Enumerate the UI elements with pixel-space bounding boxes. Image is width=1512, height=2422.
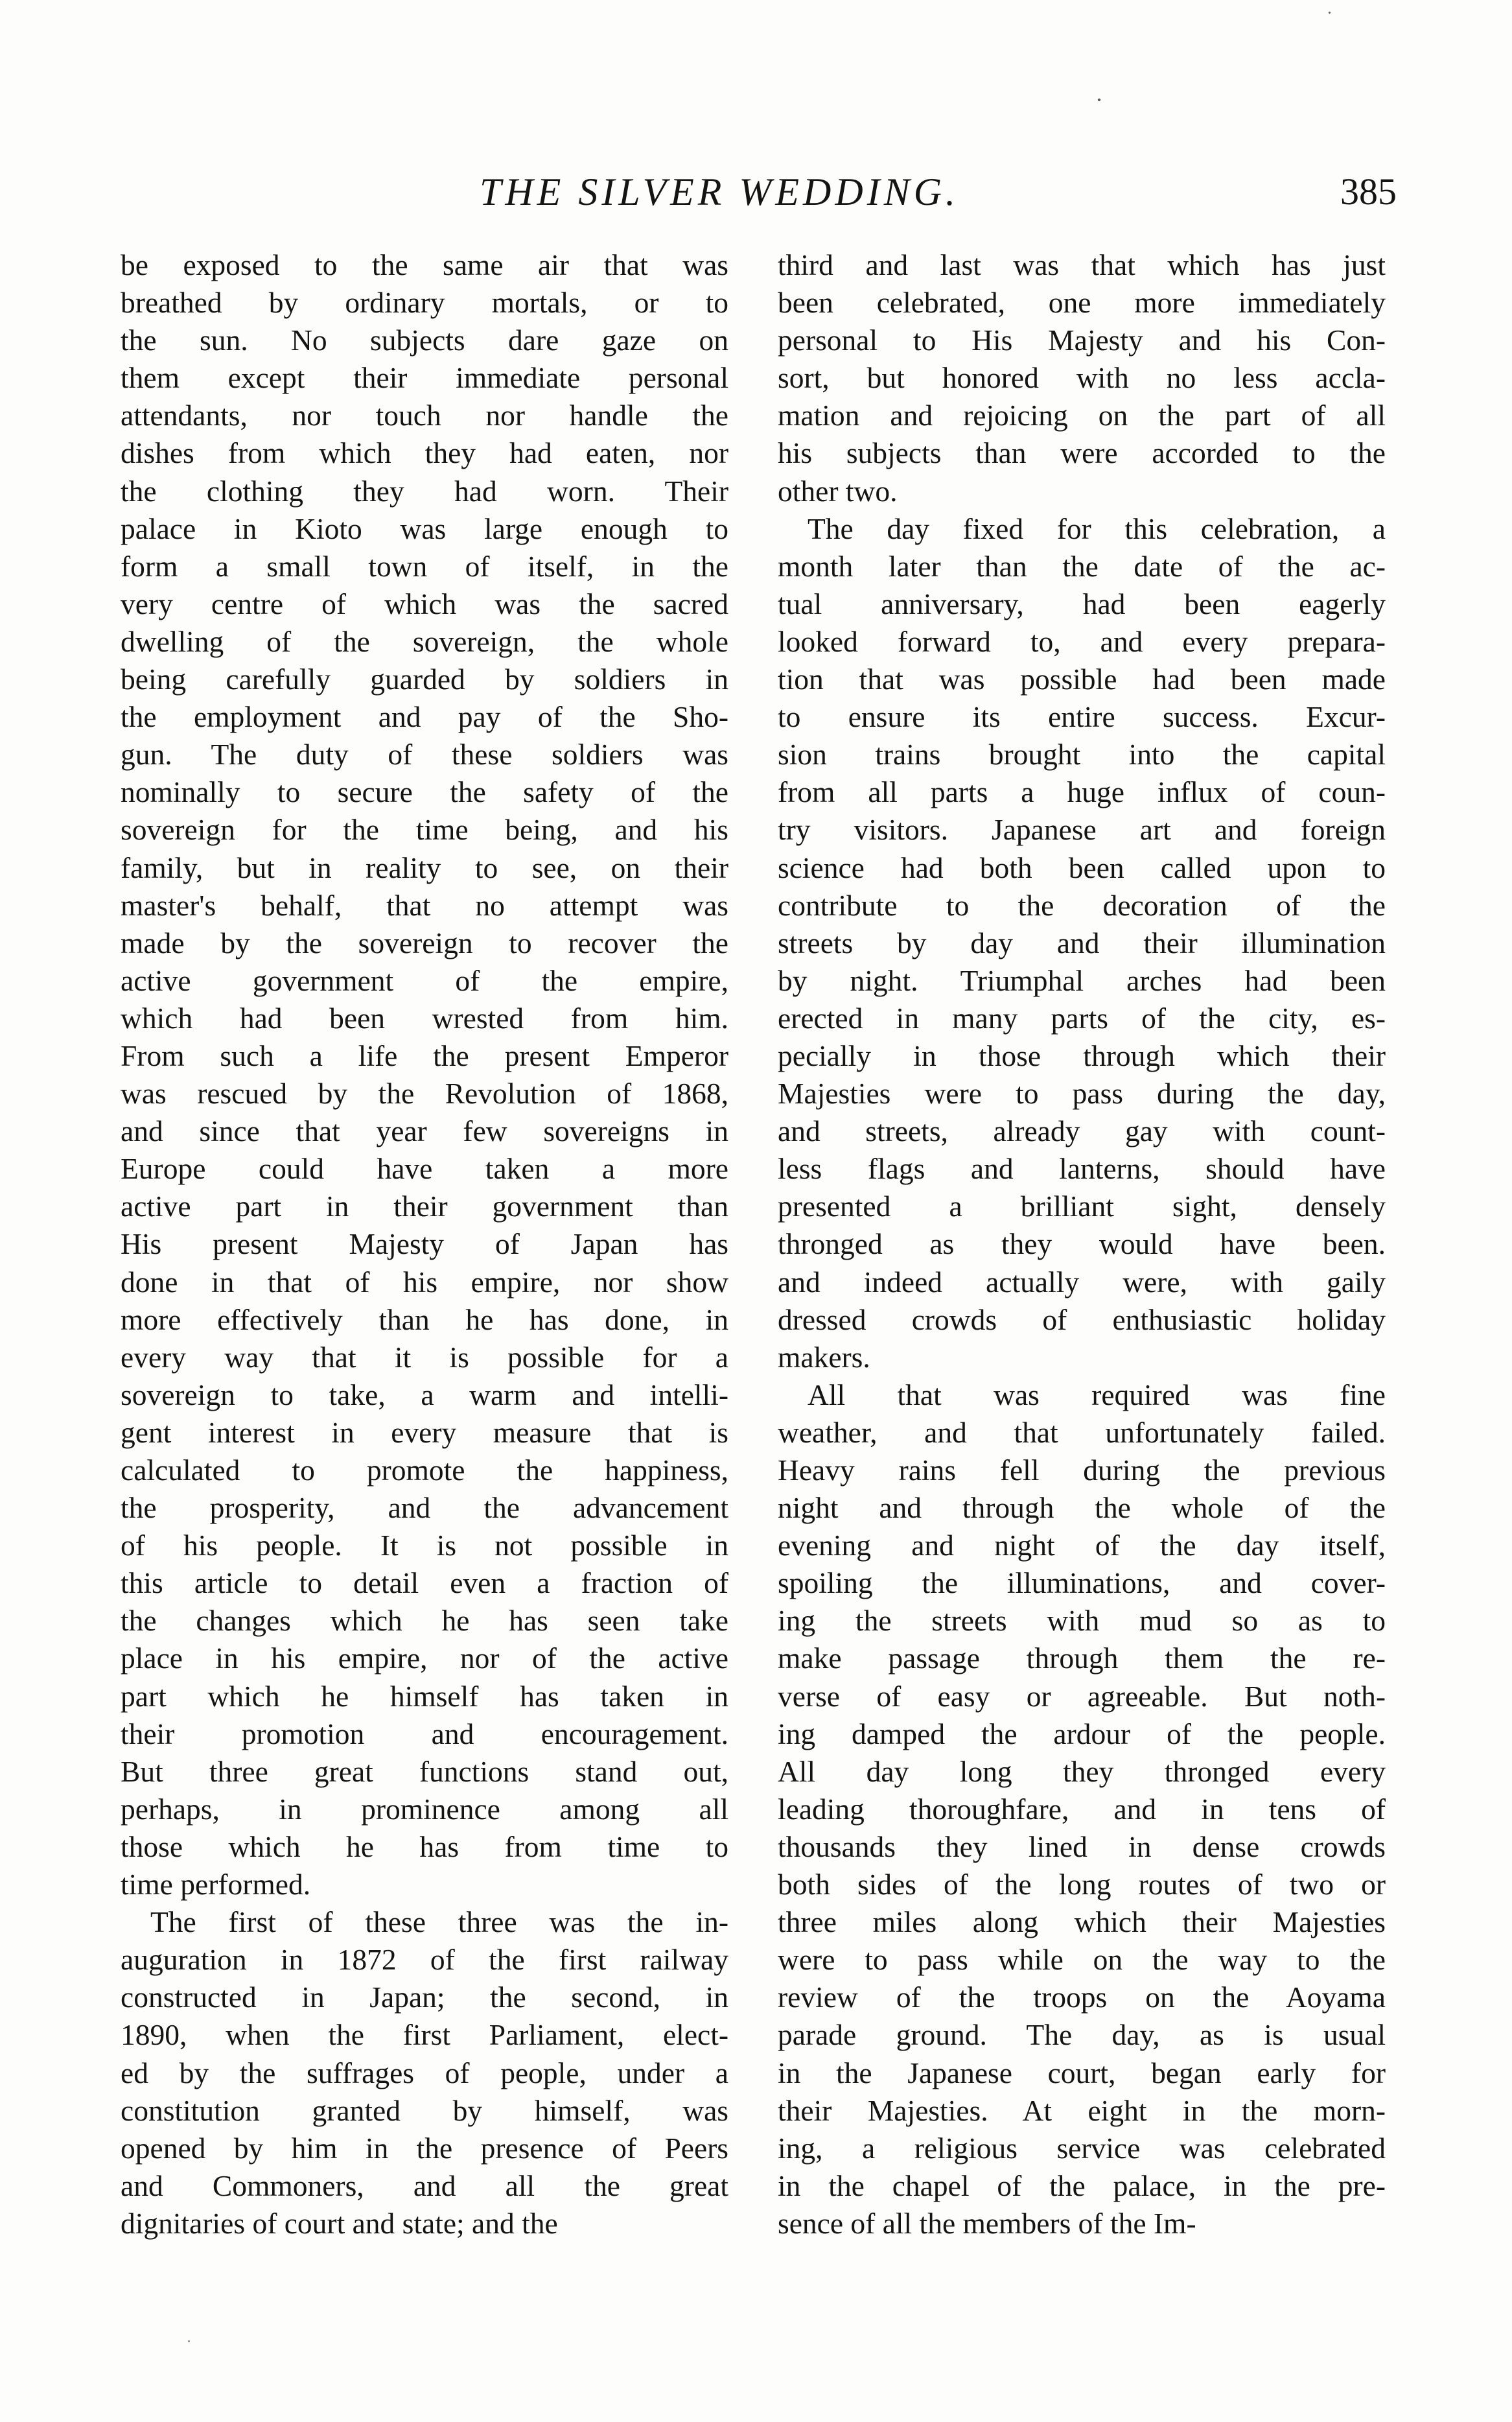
text-line: the clothing they had worn. Their	[121, 474, 728, 508]
text-line: very centre of which was the sacred	[121, 587, 728, 620]
text-line: more effectively than he has done, in	[121, 1302, 728, 1336]
text-line: from all parts a huge influx of coun-	[778, 775, 1386, 809]
text-line: this article to detail even a fraction of	[121, 1566, 728, 1600]
text-line: gent interest in every measure that is	[121, 1415, 728, 1449]
text-line: and streets, already gay with count-	[778, 1114, 1386, 1148]
text-line: three miles along which their Majesties	[778, 1905, 1386, 1939]
text-line: be exposed to the same air that was	[121, 248, 728, 281]
text-line: leading thoroughfare, and in tens of	[778, 1792, 1386, 1826]
text-line: and Commoners, and all the great	[121, 2169, 728, 2202]
text-line: Europe could have taken a more	[121, 1152, 728, 1186]
text-line: But three great functions stand out,	[121, 1754, 728, 1788]
text-line: the sun. No subjects dare gaze on	[121, 323, 728, 357]
text-line: All day long they thronged every	[778, 1754, 1386, 1788]
text-line: dwelling of the sovereign, the whole	[121, 624, 728, 658]
text-line: auguration in 1872 of the first railway	[121, 1943, 728, 1977]
text-line: which had been wrested from him.	[121, 1001, 728, 1035]
text-line: family, but in reality to see, on their	[121, 851, 728, 884]
text-line: both sides of the long routes of two or	[778, 1868, 1386, 1901]
print-speck	[188, 2340, 190, 2342]
text-line: and indeed actually were, with gaily	[778, 1265, 1386, 1299]
text-line: the employment and pay of the Sho-	[121, 700, 728, 734]
text-line: thronged as they would have been.	[778, 1227, 1386, 1261]
text-line: make passage through them the re-	[778, 1641, 1386, 1675]
text-line: active part in their government than	[121, 1190, 728, 1223]
text-line: sovereign for the time being, and his	[121, 813, 728, 847]
text-line: The first of these three was the in-	[150, 1905, 728, 1939]
text-line: made by the sovereign to recover the	[121, 926, 728, 959]
text-line: less flags and lanterns, should have	[778, 1152, 1386, 1186]
text-line: in the chapel of the palace, in the pre-	[778, 2169, 1386, 2202]
text-line: weather, and that unfortunately failed.	[778, 1415, 1386, 1449]
text-line: being carefully guarded by soldiers in	[121, 663, 728, 696]
text-line: His present Majesty of Japan has	[121, 1227, 728, 1261]
text-line: ing the streets with mud so as to	[778, 1604, 1386, 1638]
text-line: presented a brilliant sight, densely	[778, 1190, 1386, 1223]
text-line: tion that was possible had been made	[778, 663, 1386, 696]
right-column	[778, 246, 1386, 2242]
page-number: 385	[1340, 170, 1397, 213]
text-line: calculated to promote the happiness,	[121, 1453, 728, 1487]
text-line: been celebrated, one more immediately	[778, 286, 1386, 320]
text-line: attendants, nor touch nor handle the	[121, 399, 728, 432]
text-line: the changes which he has seen take	[121, 1604, 728, 1638]
text-line: by night. Triumphal arches had been	[778, 963, 1386, 997]
text-line: dishes from which they had eaten, nor	[121, 436, 728, 470]
text-line: his subjects than were accorded to the	[778, 436, 1386, 470]
text-line: spoiling the illuminations, and cover-	[778, 1566, 1386, 1600]
text-line: thousands they lined in dense crowds	[778, 1829, 1386, 1863]
text-line: verse of easy or agreeable. But noth-	[778, 1679, 1386, 1713]
text-line: part which he himself has taken in	[121, 1679, 728, 1713]
text-line: perhaps, in prominence among all	[121, 1792, 728, 1826]
text-line: parade ground. The day, as is usual	[778, 2018, 1386, 2052]
text-line: month later than the date of the ac-	[778, 549, 1386, 583]
text-line: From such a life the present Emperor	[121, 1039, 728, 1072]
text-line: sence of all the members of the Im-	[778, 2206, 1196, 2240]
text-line: of his people. It is not possible in	[121, 1529, 728, 1562]
text-line: place in his empire, nor of the active	[121, 1641, 728, 1675]
text-line: streets by day and their illumination	[778, 926, 1386, 959]
text-line: personal to His Majesty and his Con-	[778, 323, 1386, 357]
text-line: opened by him in the presence of Peers	[121, 2131, 728, 2165]
text-line: in the Japanese court, began early for	[778, 2056, 1386, 2089]
text-line: was rescued by the Revolution of 1868,	[121, 1077, 728, 1111]
text-line: gun. The duty of these soldiers was	[121, 738, 728, 771]
text-line: Majesties were to pass during the day,	[778, 1077, 1386, 1111]
text-line: the prosperity, and the advancement	[121, 1491, 728, 1525]
text-line: palace in Kioto was large enough to	[121, 511, 728, 545]
text-line: constitution granted by himself, was	[121, 2093, 728, 2127]
text-line: dignitaries of court and state; and the	[121, 2206, 558, 2240]
text-line: Heavy rains fell during the previous	[778, 1453, 1386, 1487]
text-line: evening and night of the day itself,	[778, 1529, 1386, 1562]
text-line: nominally to secure the safety of the	[121, 775, 728, 809]
text-line: time performed.	[121, 1868, 311, 1901]
text-line: form a small town of itself, in the	[121, 549, 728, 583]
text-line: dressed crowds of enthusiastic holiday	[778, 1302, 1386, 1336]
text-line: erected in many parts of the city, es-	[778, 1001, 1386, 1035]
text-line: makers.	[778, 1340, 870, 1374]
text-line: All that was required was fine	[808, 1378, 1386, 1411]
text-line: done in that of his empire, nor show	[121, 1265, 728, 1299]
text-line: ing damped the ardour of the people.	[778, 1717, 1386, 1750]
text-line: pecially in those through which their	[778, 1039, 1386, 1072]
text-line: their promotion and encouragement.	[121, 1717, 728, 1750]
running-head	[0, 170, 1512, 222]
text-line: and since that year few sovereigns in	[121, 1114, 728, 1148]
text-line: science had both been called upon to	[778, 851, 1386, 884]
text-line: third and last was that which has just	[778, 248, 1386, 281]
print-speck	[1329, 12, 1331, 14]
text-line: them except their immediate personal	[121, 361, 728, 395]
text-line: sort, but honored with no less accla-	[778, 361, 1386, 395]
text-line: every way that it is possible for a	[121, 1340, 728, 1374]
print-speck	[1098, 99, 1100, 101]
text-line: review of the troops on the Aoyama	[778, 1981, 1386, 2014]
left-column	[121, 246, 728, 2242]
text-line: breathed by ordinary mortals, or to	[121, 286, 728, 320]
text-line: constructed in Japan; the second, in	[121, 1981, 728, 2014]
text-line: tual anniversary, had been eagerly	[778, 587, 1386, 620]
text-line: mation and rejoicing on the part of all	[778, 399, 1386, 432]
text-line: try visitors. Japanese art and foreign	[778, 813, 1386, 847]
text-line: ed by the suffrages of people, under a	[121, 2056, 728, 2089]
text-line: active government of the empire,	[121, 963, 728, 997]
text-line: The day fixed for this celebration, a	[808, 511, 1386, 545]
text-line: sovereign to take, a warm and intelli-	[121, 1378, 728, 1411]
text-line: their Majesties. At eight in the morn-	[778, 2093, 1386, 2127]
text-line: 1890, when the first Parliament, elect-	[121, 2018, 728, 2052]
text-line: those which he has from time to	[121, 1829, 728, 1863]
text-line: night and through the whole of the	[778, 1491, 1386, 1525]
text-line: ing, a religious service was celebrated	[778, 2131, 1386, 2165]
text-line: other two.	[778, 474, 898, 508]
running-title: THE SILVER WEDDING.	[480, 170, 960, 213]
text-line: contribute to the decoration of the	[778, 888, 1386, 922]
text-line: looked forward to, and every prepara-	[778, 624, 1386, 658]
text-line: master's behalf, that no attempt was	[121, 888, 728, 922]
text-line: were to pass while on the way to the	[778, 1943, 1386, 1977]
text-line: to ensure its entire success. Excur-	[778, 700, 1386, 734]
text-line: sion trains brought into the capital	[778, 738, 1386, 771]
